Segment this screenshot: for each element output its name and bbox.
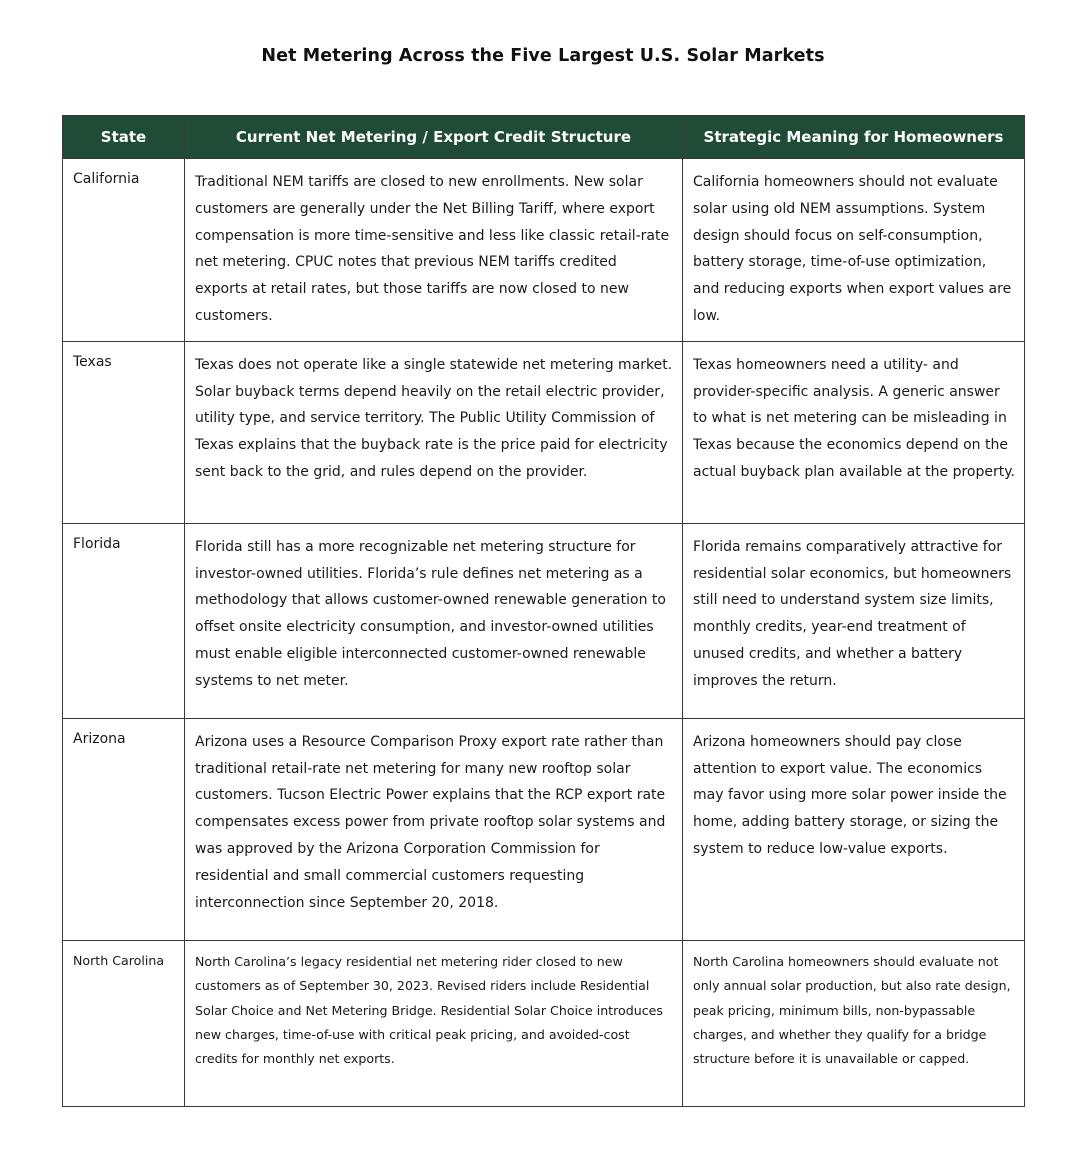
header-structure: Current Net Metering / Export Credit Structure [185, 116, 683, 159]
meaning-cell: California homeowners should not evaluate solar using old NEM assumptions. System design should focus on self-consumption, battery storage, time-of-use optimization, and reducing exports when export values are low. [683, 159, 1025, 342]
structure-cell: Arizona uses a Resource Comparison Proxy export rate rather than traditional retail-rate net metering for many new rooftop solar customers. Tucson Electric Power explains that the RCP export rate compensates excess power from private rooftop solar systems and was approved by the Arizona Corporation Commission for residential and small commercial customers requesting interconnection since September 20, 2018. [185, 718, 683, 940]
state-cell: Texas [63, 341, 185, 523]
table-row [63, 940, 1025, 1106]
table-row [63, 523, 1025, 718]
structure-cell: Traditional NEM tariffs are closed to new enrollments. New solar customers are generally under the Net Billing Tariff, where export compensation is more time-sensitive and less like classic retail-rate net metering. CPUC notes that previous NEM tariffs credited exports at retail rates, but those tariffs are now closed to new customers. [185, 159, 683, 342]
header-state: State [63, 116, 185, 159]
structure-cell: North Carolina’s legacy residential net metering rider closed to new customers as of September 30, 2023. Revised riders include Residential Solar Choice and Net Metering Bridge. Residential Solar Choice introduces new charges, time-of-use with critical peak pricing, and avoided-cost credits for monthly net exports. [185, 940, 683, 1106]
table-row [63, 159, 1025, 342]
table-row [63, 341, 1025, 523]
net-metering-table [62, 115, 1025, 1107]
state-cell: North Carolina [63, 940, 185, 1106]
meaning-cell: Texas homeowners need a utility- and provider-specific analysis. A generic answer to what is net metering can be misleading in Texas because the economics depend on the actual buyback plan available at the property. [683, 341, 1025, 523]
structure-cell: Florida still has a more recognizable net metering structure for investor-owned utilities. Florida’s rule defines net metering as a methodology that allows customer-owned renewable generation to offset onsite electricity consumption, and investor-owned utilities must enable eligible interconnected customer-owned renewable systems to net meter. [185, 523, 683, 718]
state-cell: Florida [63, 523, 185, 718]
meaning-cell: Arizona homeowners should pay close attention to export value. The economics may favor using more solar power inside the home, adding battery storage, or sizing the system to reduce low-value exports. [683, 718, 1025, 940]
state-cell: Arizona [63, 718, 185, 940]
header-meaning: Strategic Meaning for Homeowners [683, 116, 1025, 159]
meaning-cell: North Carolina homeowners should evaluate not only annual solar production, but also rate design, peak pricing, minimum bills, non-bypassable charges, and whether they qualify for a bridge structure before it is unavailable or capped. [683, 940, 1025, 1106]
state-cell: California [63, 159, 185, 342]
table-header-row [63, 116, 1025, 159]
structure-cell: Texas does not operate like a single statewide net metering market. Solar buyback terms depend heavily on the retail electric provider, utility type, and service territory. The Public Utility Commission of Texas explains that the buyback rate is the price paid for electricity sent back to the grid, and rules depend on the provider. [185, 341, 683, 523]
table-row [63, 718, 1025, 940]
page-title: Net Metering Across the Five Largest U.S. Solar Markets [261, 46, 825, 66]
meaning-cell: Florida remains comparatively attractive for residential solar economics, but homeowners still need to understand system size limits, monthly credits, year-end treatment of unused credits, and whether a battery improves the return. [683, 523, 1025, 718]
